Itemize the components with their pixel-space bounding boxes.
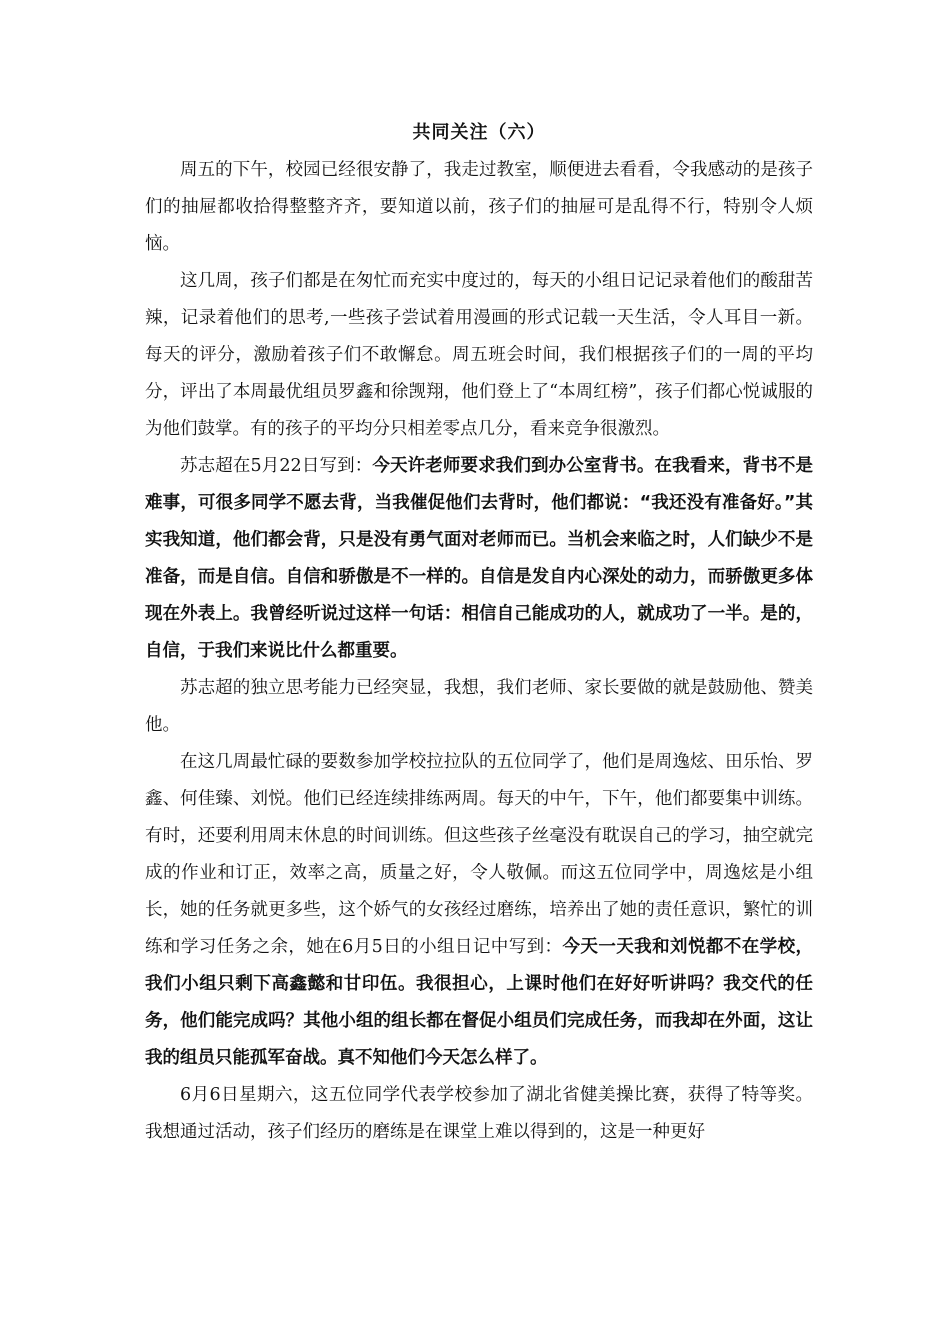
document-title: 共同关注（六） [412, 122, 546, 143]
document-page [145, 120, 813, 1151]
paragraph-2 [145, 263, 813, 448]
paragraph-text: 这几周，孩子们都是在匆忙而充实中度过的，每天的小组日记记录着他们的酸甜苦辣，记录着他们的思考,一些孩子尝试着用漫画的形式记载一天生活，令人耳目一新。每天的评分，激励着孩子们不敢懈怠。周五班会时间，我们根据孩子们的一周的平均分，评出了本周最优组员罗鑫和徐觊翔，他们登上了“本周红榜”，孩子们都心悦诚服的为他们鼓掌。有的孩子的平均分只相差零点几分，看来竞争很激烈。 [145, 271, 813, 439]
paragraph-text: 6月6日星期六，这五位同学代表学校参加了湖北省健美操比赛，获得了特等奖。我想通过活动，孩子们经历的磨练是在课堂上难以得到的，这是一种更好 [145, 1085, 813, 1142]
diary-quote-zhou-yixuan: 今天一天我和刘悦都不在学校，我们小组只剩下高鑫懿和甘印伍。我很担心，上课时他们在好好听讲吗？我交代的任务，他们能完成吗？其他小组的组长都在督促小组员们完成任务，而我却在外面，这让我的组员只能孤军奋战。真不知他们今天怎么样了。 [145, 937, 813, 1068]
paragraph-3 [145, 448, 813, 670]
paragraph-text: 周五的下午，校园已经很安静了，我走过教室，顺便进去看看，令我感动的是孩子们的抽屉都收拾得整整齐齐，要知道以前，孩子们的抽屉可是乱得不行，特别令人烦恼。 [145, 160, 813, 254]
paragraph-text: 苏志超在5月22日写到： [180, 456, 373, 476]
paragraph-4 [145, 670, 813, 744]
paragraph-text: 在这几周最忙碌的要数参加学校拉拉队的五位同学了，他们是周逸炫、田乐怡、罗鑫、何佳臻、刘悦。他们已经连续排练两周。每天的中午，下午，他们都要集中训练。有时，还要利用周末休息的时间训练。但这些孩子丝毫没有耽误自己的学习，抽空就完成的作业和订正，效率之高，质量之好，令人敬佩。而这五位同学中，周逸炫是小组长，她的任务就更多些，这个娇气的女孩经过磨练，培养出了她的责任意识，繁忙的训练和学习任务之余，她在6月5日的小组日记中写到： [145, 752, 813, 957]
paragraph-1 [145, 152, 813, 263]
paragraph-6 [145, 1077, 813, 1151]
paragraph-5 [145, 744, 813, 1077]
diary-quote-su-zhichao: 今天许老师要求我们到办公室背书。在我看来，背书不是难事，可很多同学不愿去背，当我催促他们去背时，他们都说：“我还没有准备好。”其实我知道，他们都会背，只是没有勇气面对老师而已。当机会来临之时，人们缺少不是准备，而是自信。自信和骄傲是不一样的。自信是发自内心深处的动力，而骄傲更多体现在外表上。我曾经听说过这样一句话：相信自己能成功的人，就成功了一半。是的，自信，于我们来说比什么都重要。 [145, 456, 814, 661]
paragraph-text: 苏志超的独立思考能力已经突显，我想，我们老师、家长要做的就是鼓励他、赞美他。 [145, 678, 813, 735]
